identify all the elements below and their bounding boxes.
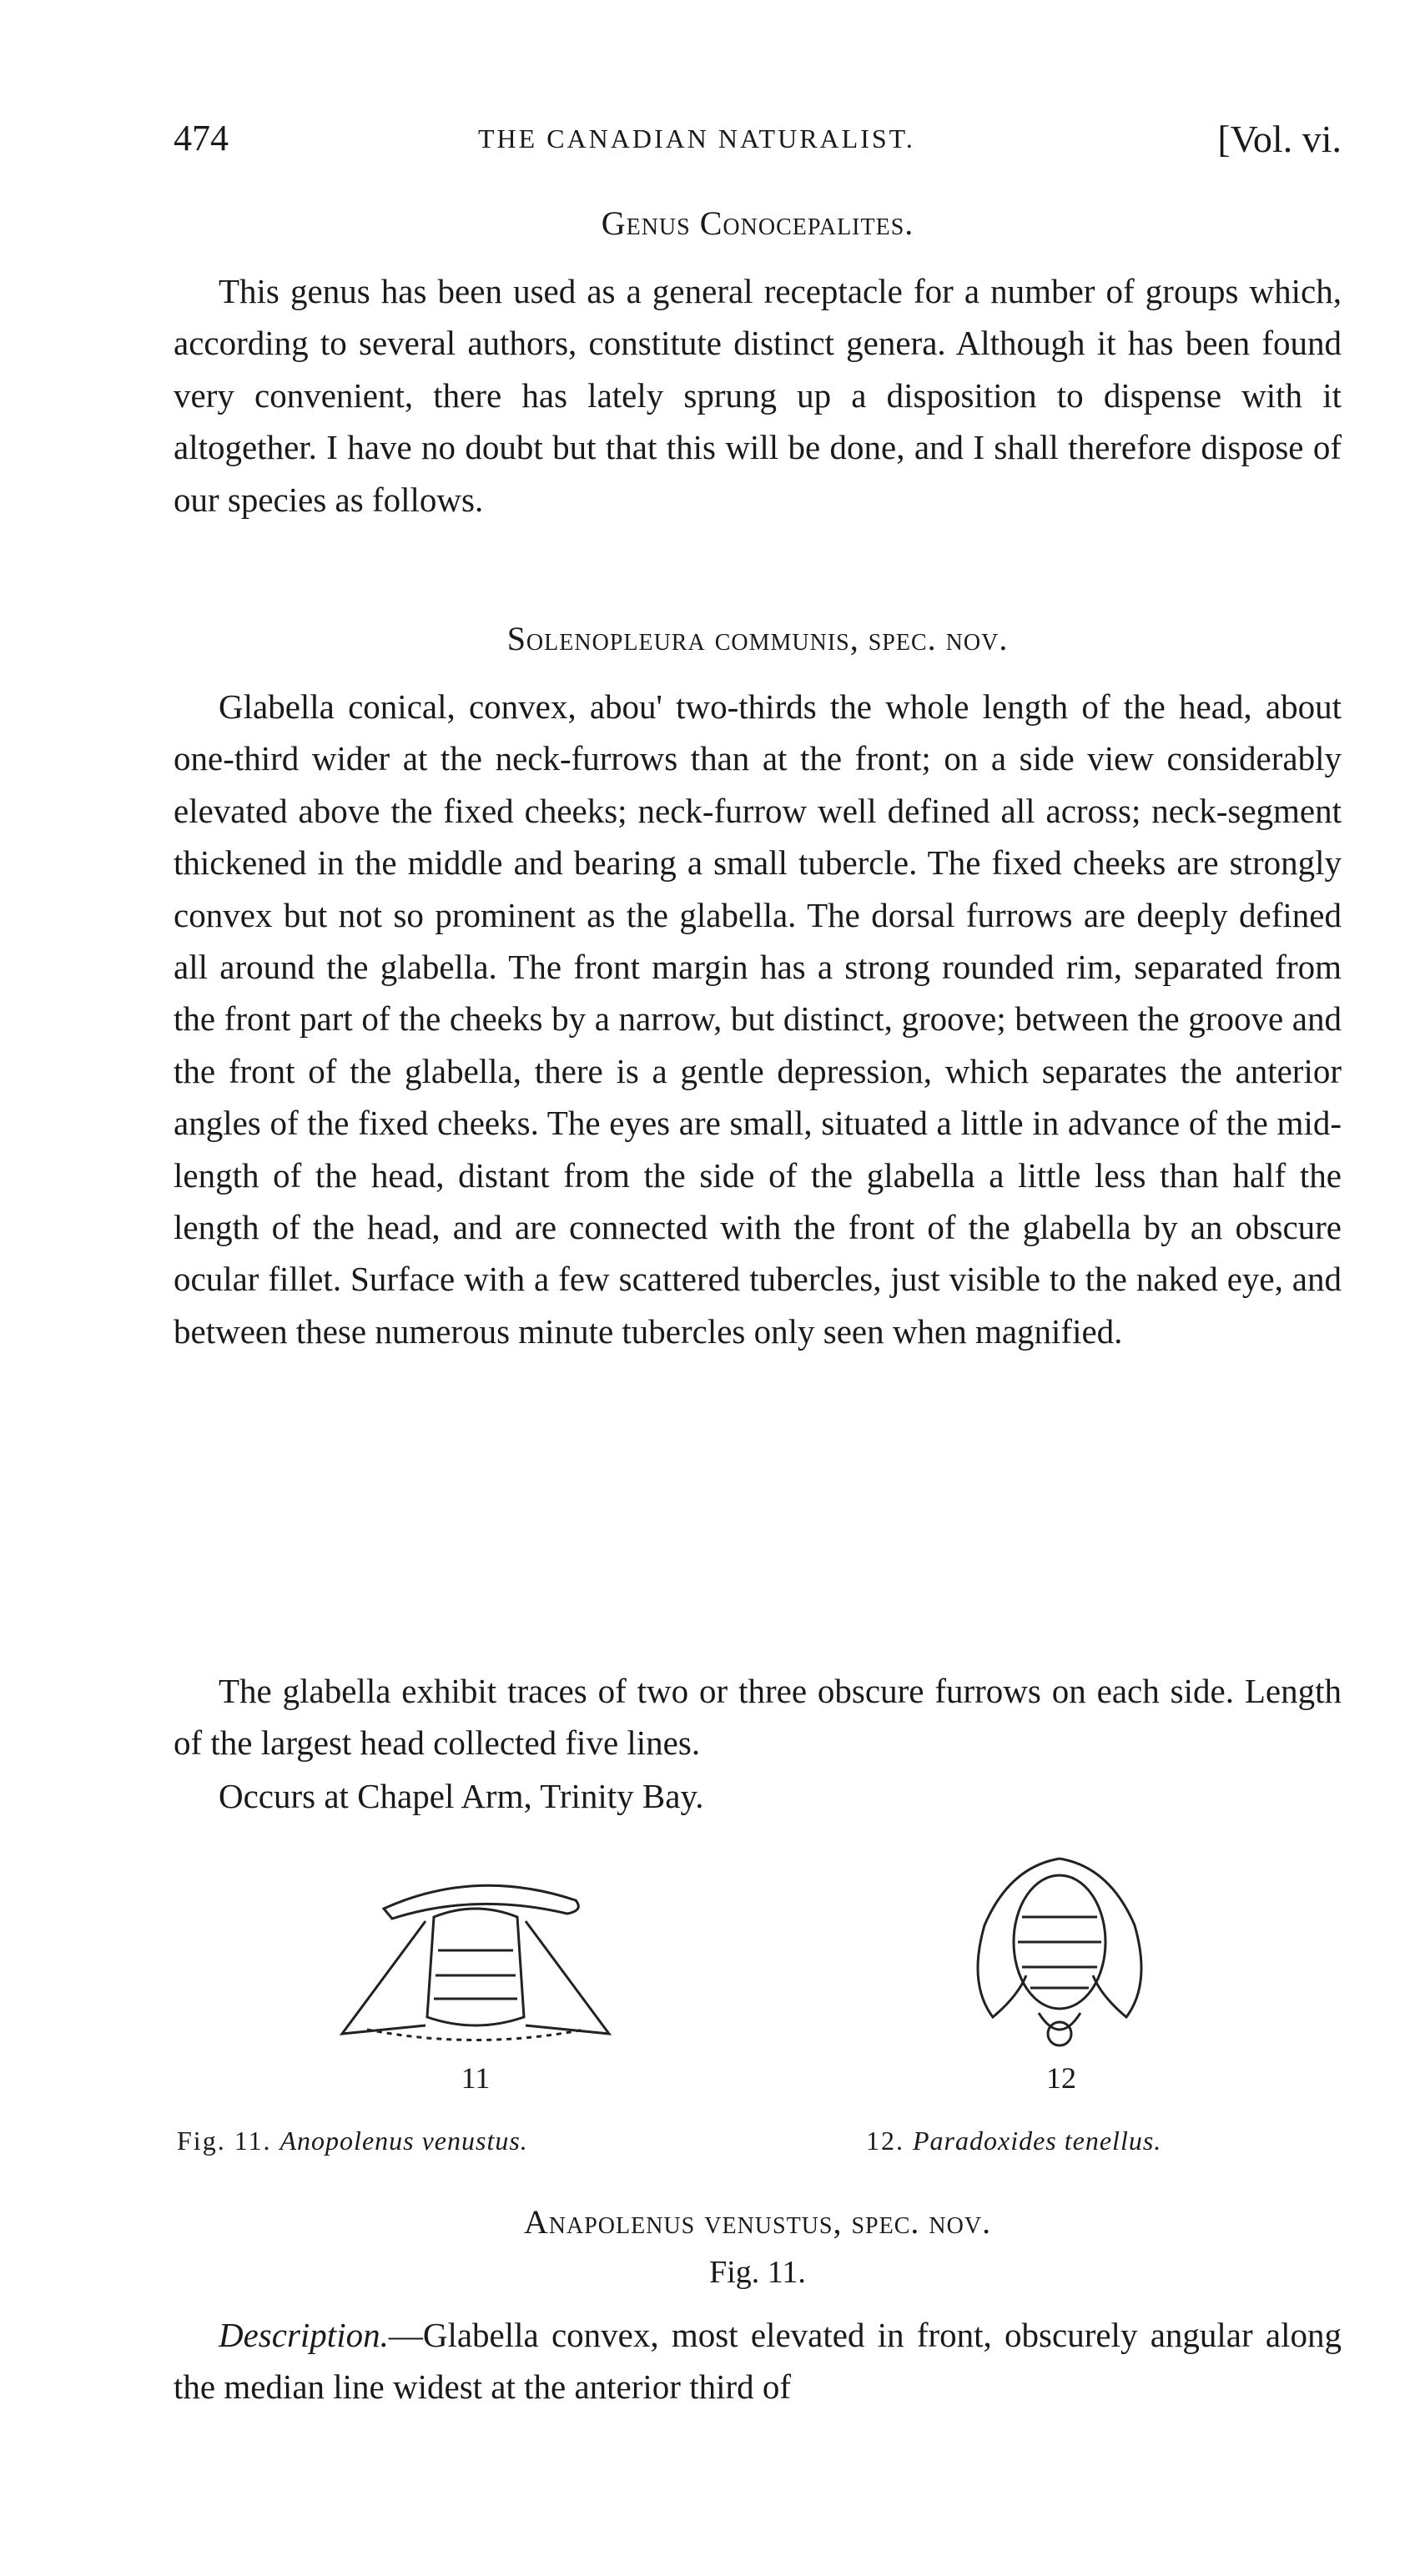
figure-reference: Fig. 11. — [709, 2255, 806, 2290]
figure-12-trilobite-illustration — [959, 1850, 1160, 2059]
figure-12-caption-name: Paradoxides tenellus. — [913, 2126, 1162, 2156]
genus-heading: Genus Conocepalites. — [601, 204, 914, 242]
figure-12-caption-prefix: 12. — [866, 2126, 904, 2156]
volume-label: [Vol. vi. — [1217, 118, 1342, 160]
page-header — [174, 117, 1342, 175]
page-number: 474 — [174, 118, 229, 158]
species-heading-solenopleura: Solenopleura communis, spec. nov. — [506, 620, 1009, 657]
intro-paragraph: This genus has been used as a general receptacle for a number of groups which, according to several authors, constitute distinct genera. Although it has been found very convenient, there has lately sprung up a disposition to dispense with it altogether. I have no doubt but that this will be done, and I shall therefore dispose of our species as follows. — [174, 272, 1342, 519]
figure-11-number: 11 — [461, 2061, 491, 2095]
species-description-anapolenus — [174, 2309, 1342, 2413]
figure-11-caption — [177, 2126, 528, 2156]
species-description-solenopleura: Glabella conical, convex, abou' two-thirds the whole length of the head, about one-third wider at the neck-furrows than at the front; on a side view considerably elevated above the fixed cheeks; neck-furrow well defined all across; neck-segment thickened in the middle and bearing a small tubercle. The fixed cheeks are strongly convex but not so prominent as the glabella. The dorsal furrows are deeply defined all around the glabella. The front margin has a strong rounded rim, separated from the front part of the cheeks by a narrow, but distinct, groove; between the groove and the front of the glabella, there is a gentle depression, which separates the anterior angles of the fixed cheeks. The eyes are small, situated a little in advance of the mid-length of the head, distant from the side of the glabella a little less than half the length of the head, and are connected with the front of the glabella by an obscure ocular fillet. Surface with a few scattered tubercles, just visible to the naked eye, and between these numerous minute tubercles only seen when magnified. — [174, 687, 1342, 1351]
species-heading-anapolenus: Anapolenus venustus, spec. nov. — [523, 2203, 992, 2241]
figure-12-number: 12 — [1046, 2061, 1076, 2095]
glabella-furrows-paragraph: The glabella exhibit traces of two or three obscure furrows on each side. Length of the largest head collected five lines. — [174, 1672, 1342, 1763]
running-title: THE CANADIAN NATURALIST. — [478, 123, 915, 153]
figure-12-caption — [866, 2126, 1161, 2156]
figure-11-trilobite-illustration — [334, 1859, 617, 2059]
figure-11-caption-prefix: Fig. 11. — [177, 2126, 272, 2156]
description-label: Description. — [219, 2316, 389, 2354]
occurrence-paragraph: Occurs at Chapel Arm, Trinity Bay. — [219, 1777, 704, 1815]
description-text: —Glabella convex, most elevated in front, obscurely angular along the median line widest at the anterior third of — [174, 2316, 1342, 2407]
figure-11-caption-name: Anopolenus venustus. — [279, 2126, 528, 2156]
